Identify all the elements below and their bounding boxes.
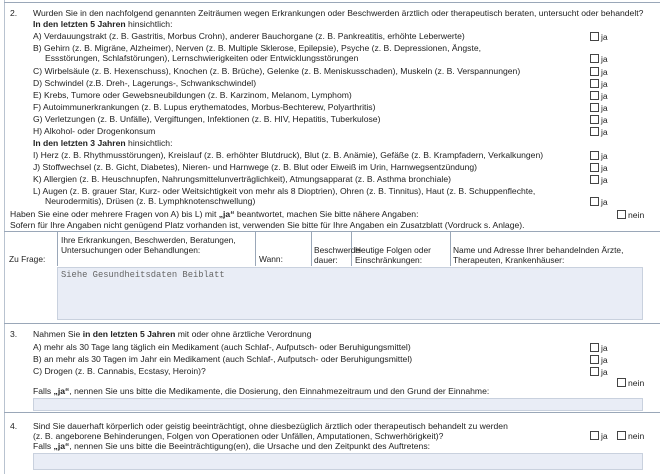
followup-post: , nennen Sie uns bitte die Medikamente, die Dosierung, den Einnahmezeitraum und den Grund der Einnahme: (69, 386, 490, 396)
list-item: K) Allergien (z. B. Heuschnupfen, Nahrungsmittelunverträglichkeit), Atmungsapparat (z. B. Asthma bronchiale) (33, 174, 451, 184)
list-item: A) mehr als 30 Tage lang täglich ein Medikament (auch Schlaf-, Aufputsch- oder Beruhigungsmittel) (33, 342, 411, 352)
note-post: beantwortet, machen Sie bitte nähere Angaben: (234, 209, 419, 219)
followup-bold: „ja“ (53, 441, 70, 451)
ja-checkbox[interactable] (590, 343, 599, 352)
heading-bold: In den letzten 5 Jahren (33, 19, 126, 29)
ja-label: ja (601, 115, 608, 125)
ja-label: ja (601, 91, 608, 101)
ja-checkbox[interactable] (590, 91, 599, 100)
ja-label: ja (601, 67, 608, 77)
ja-label: ja (601, 79, 608, 89)
list-item: I) Herz (z. B. Rhythmusstörungen), Kreislauf (z. B. erhöhter Blutdruck), Blut (z. B. Anämie), Gefäße (z. B. Krampfadern, Verkalkungen) (33, 150, 544, 160)
list-item: G) Verletzungen (z. B. Unfälle), Vergiftungen, Infektionen (z. B. HIV, Hepatitis, Tuberkulose) (33, 114, 381, 124)
heading-suffix: hinsichtlich: (125, 138, 173, 148)
ja-checkbox[interactable] (590, 32, 599, 41)
note-bold: „ja“ (218, 209, 235, 219)
question-text (33, 329, 312, 339)
nein-label: nein (628, 431, 645, 441)
ja-checkbox[interactable] (590, 431, 599, 440)
ja-label: ja (601, 431, 608, 441)
column-header: Zu Frage: (9, 254, 46, 264)
ja-checkbox[interactable] (590, 367, 599, 376)
column-header: Wann: (259, 254, 283, 264)
note-pre: Haben Sie eine oder mehrere Fragen von A) bis L) mit (10, 209, 219, 219)
list-item-cont: Essstörungen, Schlafstörungen), Lernschwierigkeiten oder Entwicklungsstörungen (45, 53, 359, 63)
ja-checkbox[interactable] (590, 355, 599, 364)
nein-checkbox[interactable] (617, 378, 626, 387)
list-item: B) an mehr als 30 Tagen im Jahr ein Medikament (auch Schlaf-, Aufputsch- oder Beruhigungsmittel) (33, 354, 413, 364)
ja-checkbox[interactable] (590, 197, 599, 206)
followup-pre: Falls (33, 441, 54, 451)
divider (4, 323, 660, 324)
question-number: 3. (10, 329, 18, 339)
list-item: J) Stoffwechsel (z. B. Gicht, Diabetes), Nieren- und Harnwege (z. B. Blut oder Eiweiß im Urin, Harnwegsentzündung) (33, 162, 478, 172)
impairment-field[interactable] (33, 453, 643, 470)
followup-text (33, 386, 489, 396)
list-item: A) Verdauungstrakt (z. B. Gastritis, Morbus Crohn), anderer Bauchorgane (z. B. Pankreatitis, erhöhte Leberwerte) (33, 31, 465, 41)
question-bold: in den letzten 5 Jahren (82, 329, 176, 339)
heading-suffix: hinsichtlich: (125, 19, 173, 29)
ja-checkbox[interactable] (590, 127, 599, 136)
ja-checkbox[interactable] (590, 151, 599, 160)
ja-label: ja (601, 175, 608, 185)
divider (4, 2, 660, 3)
question-pre: Nahmen Sie (33, 329, 83, 339)
question-text: (z. B. angeborene Behinderungen, Folgen von Operationen oder Unfällen, Amputationen, Schwerhörigkeit)? (33, 431, 444, 441)
list-item: C) Wirbelsäule (z. B. Hexenschuss), Knochen (z. B. Brüche), Gelenke (z. B. Meniskusschaden), Muskeln (z. B. Verspannungen) (33, 66, 521, 76)
ja-checkbox[interactable] (590, 67, 599, 76)
followup-post: , nennen Sie uns bitte die Beeinträchtigung(en), die Ursache und den Zeitpunkt des Auftretens: (69, 441, 431, 451)
ja-label: ja (601, 367, 608, 377)
question-post: mit oder ohne ärztliche Verordnung (175, 329, 312, 339)
column-header: Name und Adresse Ihrer behandelnden Ärzte, (453, 245, 624, 255)
note-text (10, 209, 418, 219)
nein-checkbox[interactable] (617, 210, 626, 219)
column-header: Beschwerde- (314, 245, 363, 255)
list-item: L) Augen (z. B. grauer Star, Kurz- oder Weitsichtigkeit von mehr als 8 Dioptrien), Ohren (z. B. Tinnitus), Haut (z. B. Schuppenflechte, (33, 186, 536, 196)
heading-bold: In den letzten 3 Jahren (33, 138, 126, 148)
ja-label: ja (601, 127, 608, 137)
period-heading (33, 19, 172, 29)
ja-label: ja (601, 163, 608, 173)
list-item: B) Gehirn (z. B. Migräne, Alzheimer), Nerven (z. B. Multiple Sklerose, Epilepsie), Psyche (z. B. Depressionen, Ängste, (33, 43, 482, 53)
list-item: E) Krebs, Tumore oder Gewebsneubildungen (z. B. Karzinom, Melanom, Lymphom) (33, 90, 352, 100)
ja-label: ja (601, 355, 608, 365)
followup-pre: Falls (33, 386, 54, 396)
nein-checkbox[interactable] (617, 431, 626, 440)
details-value: Siehe Gesundheitsdaten Beiblatt (61, 270, 225, 280)
nein-label: nein (628, 378, 645, 388)
ja-label: ja (601, 343, 608, 353)
list-item: C) Drogen (z. B. Cannabis, Ecstasy, Heroin)? (33, 366, 206, 376)
ja-checkbox[interactable] (590, 103, 599, 112)
nein-label: nein (628, 210, 645, 220)
ja-checkbox[interactable] (590, 115, 599, 124)
details-field[interactable] (57, 267, 643, 320)
ja-label: ja (601, 54, 608, 64)
ja-checkbox[interactable] (590, 175, 599, 184)
followup-text (33, 441, 430, 451)
ja-checkbox[interactable] (590, 79, 599, 88)
ja-label: ja (601, 197, 608, 207)
ja-label: ja (601, 151, 608, 161)
period-heading (33, 138, 172, 148)
ja-checkbox[interactable] (590, 163, 599, 172)
list-item: H) Alkohol- oder Drogenkonsum (33, 126, 156, 136)
list-item-cont: Neurodermitis), Drüsen (z. B. Lymphknotenschwellung) (45, 196, 256, 206)
question-number: 2. (10, 8, 18, 18)
list-item: D) Schwindel (z.B. Dreh-, Lagerungs-, Schwankschwindel) (33, 78, 257, 88)
note-text: Sofern für Ihre Angaben nicht genügend Platz vorhanden ist, verwenden Sie bitte für Ihre Angaben ein Zusatzblatt (Vordruck s. Anlage). (10, 220, 525, 230)
followup-bold: „ja“ (53, 386, 70, 396)
column-header: Ihre Erkrankungen, Beschwerden, Beratungen, (61, 235, 236, 245)
question-number: 4. (10, 421, 18, 431)
list-item: F) Autoimmunerkrankungen (z. B. Lupus erythematodes, Morbus-Bechterew, Polyarthritis) (33, 102, 376, 112)
question-text: Wurden Sie in den nachfolgend genannten Zeiträumen wegen Erkrankungen oder Beschwerden ärztlich oder therapeutisch beraten, untersucht oder behandelt? (33, 8, 644, 18)
column-header: Untersuchungen oder Behandlungen: (61, 245, 201, 255)
divider (4, 412, 660, 413)
column-header: Therapeuten, Krankenhäuser: (453, 255, 565, 265)
ja-label: ja (601, 32, 608, 42)
left-border (4, 0, 5, 474)
ja-label: ja (601, 103, 608, 113)
question-text: Sind Sie dauerhaft körperlich oder geistig beeinträchtigt, ohne diesbezüglich ärztlich oder therapeutisch behandelt zu werden (33, 421, 508, 431)
medication-field[interactable] (33, 398, 643, 411)
column-header: dauer: (314, 255, 338, 265)
ja-checkbox[interactable] (590, 54, 599, 63)
column-header: Heutige Folgen oder (355, 245, 431, 255)
column-header: Einschränkungen: (355, 255, 423, 265)
